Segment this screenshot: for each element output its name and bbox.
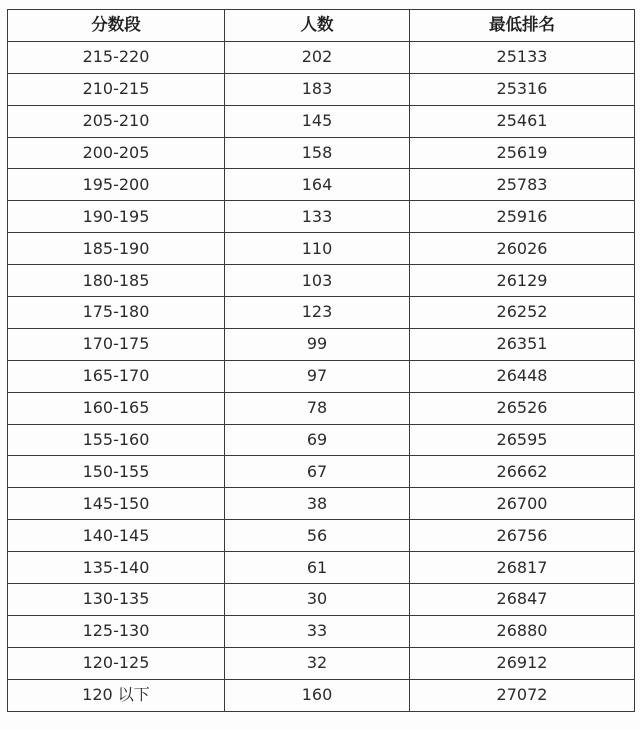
table-row bbox=[8, 169, 635, 201]
cell-score-range: 190-195 bbox=[8, 201, 225, 233]
cell-score-range: 140-145 bbox=[8, 520, 225, 552]
cell-count: 56 bbox=[225, 520, 410, 552]
cell-count: 164 bbox=[225, 169, 410, 201]
cell-score-range: 205-210 bbox=[8, 105, 225, 137]
table-row bbox=[8, 360, 635, 392]
cell-score-range: 150-155 bbox=[8, 456, 225, 488]
cell-count: 61 bbox=[225, 552, 410, 584]
cell-count: 160 bbox=[225, 679, 410, 711]
cell-score-range: 160-165 bbox=[8, 392, 225, 424]
table-row bbox=[8, 73, 635, 105]
cell-min-rank: 26129 bbox=[410, 265, 635, 297]
cell-score-range: 120-125 bbox=[8, 647, 225, 679]
cell-score-range: 135-140 bbox=[8, 552, 225, 584]
cell-score-range: 200-205 bbox=[8, 137, 225, 169]
table-row bbox=[8, 137, 635, 169]
cell-count: 32 bbox=[225, 647, 410, 679]
cell-min-rank: 26912 bbox=[410, 647, 635, 679]
cell-score-range: 180-185 bbox=[8, 265, 225, 297]
cell-min-rank: 25133 bbox=[410, 41, 635, 73]
cell-min-rank: 26662 bbox=[410, 456, 635, 488]
cell-min-rank: 26880 bbox=[410, 615, 635, 647]
table-row bbox=[8, 424, 635, 456]
cell-score-range: 120 以下 bbox=[8, 679, 225, 711]
cell-count: 110 bbox=[225, 233, 410, 265]
cell-score-range: 125-130 bbox=[8, 615, 225, 647]
cell-min-rank: 25461 bbox=[410, 105, 635, 137]
cell-score-range: 185-190 bbox=[8, 233, 225, 265]
table-row bbox=[8, 488, 635, 520]
cell-score-range: 215-220 bbox=[8, 41, 225, 73]
table-row bbox=[8, 328, 635, 360]
table-row bbox=[8, 105, 635, 137]
cell-score-range: 155-160 bbox=[8, 424, 225, 456]
table-row bbox=[8, 41, 635, 73]
cell-count: 133 bbox=[225, 201, 410, 233]
table-row bbox=[8, 679, 635, 711]
cell-count: 123 bbox=[225, 297, 410, 329]
cell-min-rank: 26448 bbox=[410, 360, 635, 392]
cell-count: 202 bbox=[225, 41, 410, 73]
cell-score-range: 195-200 bbox=[8, 169, 225, 201]
header-score-range: 分数段 bbox=[8, 10, 225, 42]
cell-score-range: 165-170 bbox=[8, 360, 225, 392]
cell-count: 33 bbox=[225, 615, 410, 647]
table-row bbox=[8, 297, 635, 329]
cell-count: 67 bbox=[225, 456, 410, 488]
cell-count: 103 bbox=[225, 265, 410, 297]
table-row bbox=[8, 392, 635, 424]
table-header-row bbox=[8, 10, 635, 42]
score-distribution-table bbox=[7, 9, 635, 712]
cell-min-rank: 27072 bbox=[410, 679, 635, 711]
cell-count: 97 bbox=[225, 360, 410, 392]
cell-score-range: 170-175 bbox=[8, 328, 225, 360]
cell-min-rank: 26351 bbox=[410, 328, 635, 360]
cell-min-rank: 25916 bbox=[410, 201, 635, 233]
cell-count: 78 bbox=[225, 392, 410, 424]
cell-count: 99 bbox=[225, 328, 410, 360]
cell-min-rank: 26817 bbox=[410, 552, 635, 584]
cell-min-rank: 25316 bbox=[410, 73, 635, 105]
cell-min-rank: 26847 bbox=[410, 584, 635, 616]
table-row bbox=[8, 584, 635, 616]
cell-min-rank: 26756 bbox=[410, 520, 635, 552]
cell-score-range: 130-135 bbox=[8, 584, 225, 616]
table-row bbox=[8, 233, 635, 265]
cell-count: 30 bbox=[225, 584, 410, 616]
table-row bbox=[8, 552, 635, 584]
header-count: 人数 bbox=[225, 10, 410, 42]
cell-min-rank: 25619 bbox=[410, 137, 635, 169]
table-row bbox=[8, 647, 635, 679]
cell-count: 158 bbox=[225, 137, 410, 169]
table-row bbox=[8, 615, 635, 647]
cell-min-rank: 26700 bbox=[410, 488, 635, 520]
cell-min-rank: 26026 bbox=[410, 233, 635, 265]
cell-count: 183 bbox=[225, 73, 410, 105]
table-row bbox=[8, 265, 635, 297]
table-body bbox=[8, 41, 635, 711]
header-min-rank: 最低排名 bbox=[410, 10, 635, 42]
cell-score-range: 145-150 bbox=[8, 488, 225, 520]
cell-score-range: 210-215 bbox=[8, 73, 225, 105]
table-row bbox=[8, 456, 635, 488]
cell-min-rank: 26526 bbox=[410, 392, 635, 424]
cell-count: 145 bbox=[225, 105, 410, 137]
cell-count: 38 bbox=[225, 488, 410, 520]
cell-score-range: 175-180 bbox=[8, 297, 225, 329]
cell-min-rank: 26252 bbox=[410, 297, 635, 329]
table-row bbox=[8, 520, 635, 552]
cell-min-rank: 26595 bbox=[410, 424, 635, 456]
table-row bbox=[8, 201, 635, 233]
cell-min-rank: 25783 bbox=[410, 169, 635, 201]
cell-count: 69 bbox=[225, 424, 410, 456]
